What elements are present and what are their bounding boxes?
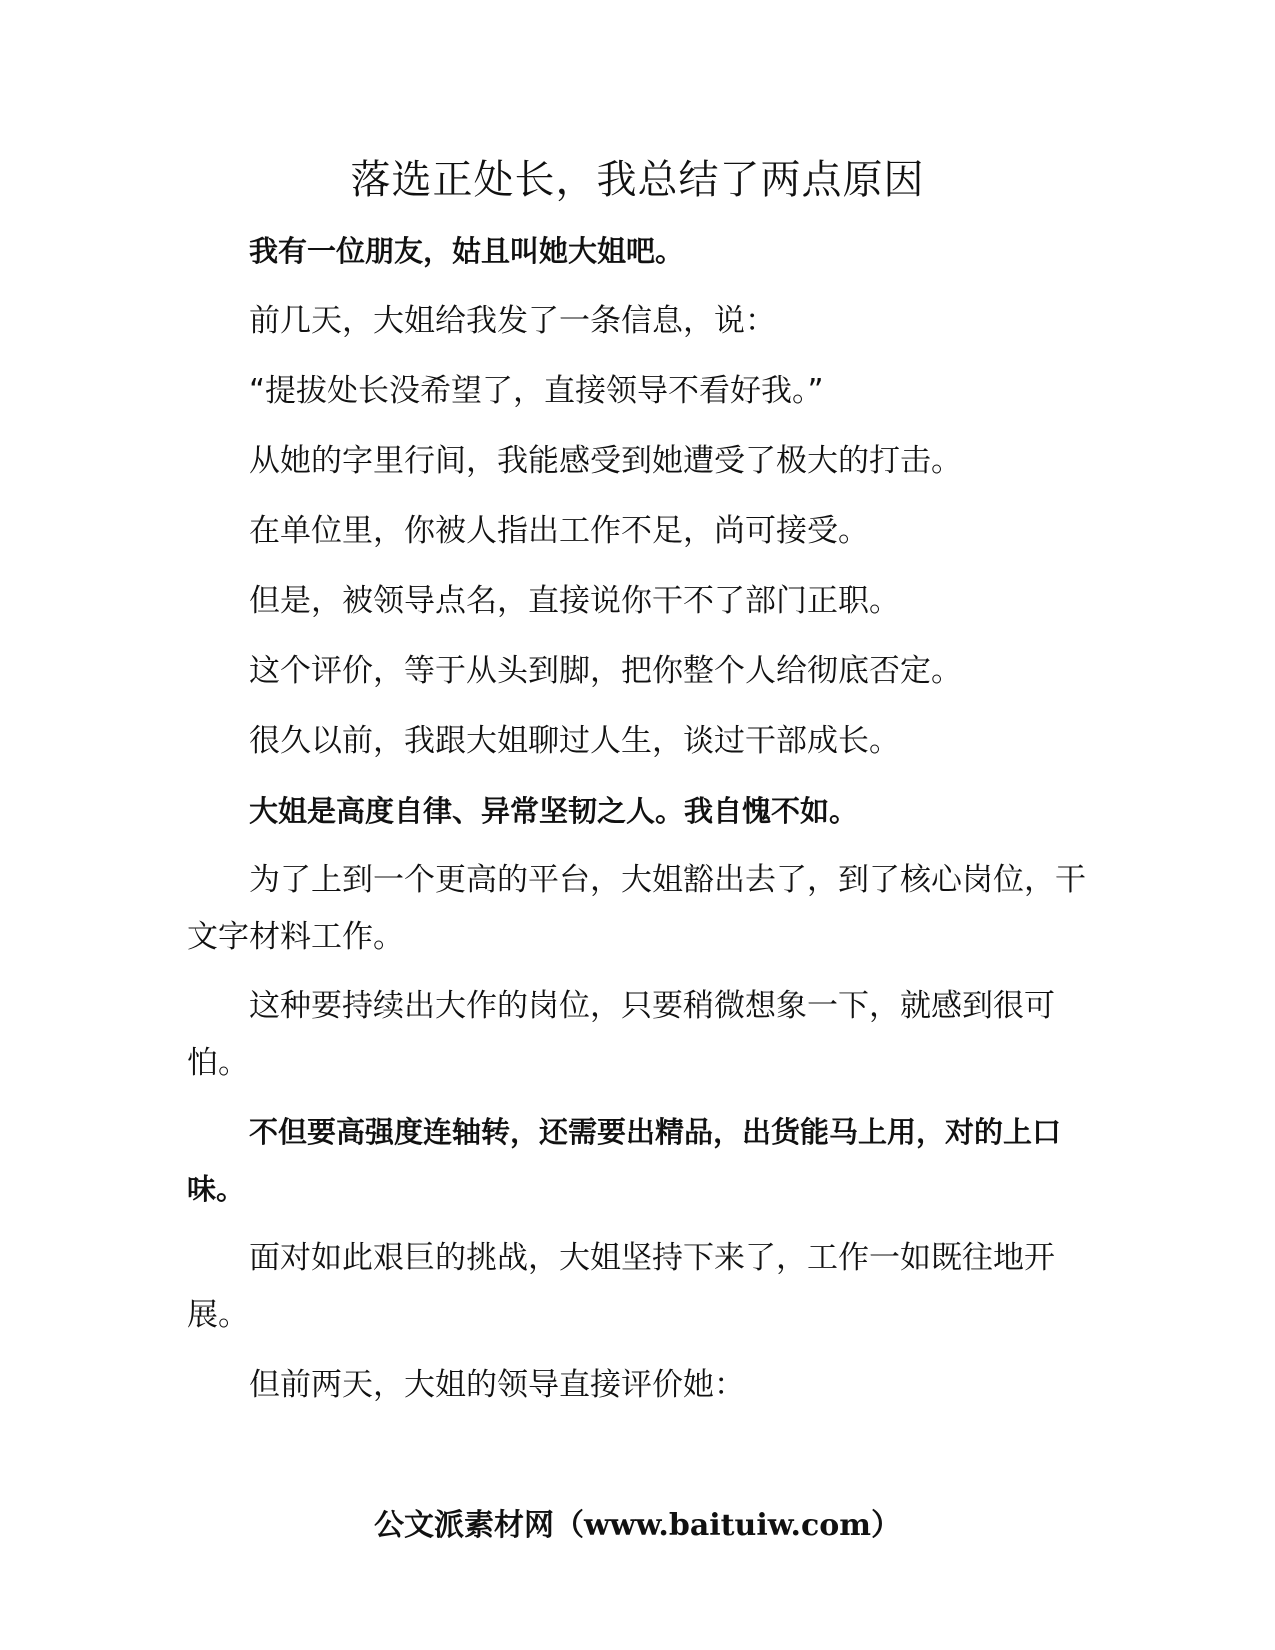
paragraph: 这个评价，等于从头到脚，把你整个人给彻底否定。 (249, 653, 962, 689)
paragraph: 我有一位朋友，姑且叫她大姐吧。 (249, 234, 685, 268)
paragraph: 在单位里，你被人指出工作不足，尚可接受。 (249, 513, 869, 549)
paragraph: 大姐是高度自律、异常坚韧之人。我自愧不如。 (249, 794, 859, 828)
paragraph: 为了上到一个更高的平台，大姐豁出去了，到了核心岗位，干文字材料工作。 (187, 862, 1086, 955)
document-body (187, 222, 1092, 1426)
paragraph: “提拔处长没希望了，直接领导不看好我。” (249, 373, 824, 409)
footer-watermark: 公文派素材网（www.baituiw.com） (373, 1508, 902, 1543)
paragraph: 但前两天，大姐的领导直接评价她： (249, 1367, 745, 1403)
paragraph: 面对如此艰巨的挑战，大姐坚持下来了，工作一如既往地开展。 (187, 1240, 1055, 1333)
paragraph: 不但要高强度连轴转，还需要出精品，出货能马上用，对的上口味。 (187, 1115, 1062, 1206)
paragraph: 很久以前，我跟大姐聊过人生，谈过干部成长。 (249, 723, 900, 759)
paragraph: 前几天，大姐给我发了一条信息，说： (249, 303, 776, 339)
paragraph: 但是，被领导点名，直接说你干不了部门正职。 (249, 583, 900, 619)
document-title: 落选正处长，我总结了两点原因 (350, 157, 925, 203)
paragraph: 从她的字里行间，我能感受到她遭受了极大的打击。 (249, 443, 962, 479)
paragraph: 这种要持续出大作的岗位，只要稍微想象一下，就感到很可怕。 (187, 988, 1055, 1081)
